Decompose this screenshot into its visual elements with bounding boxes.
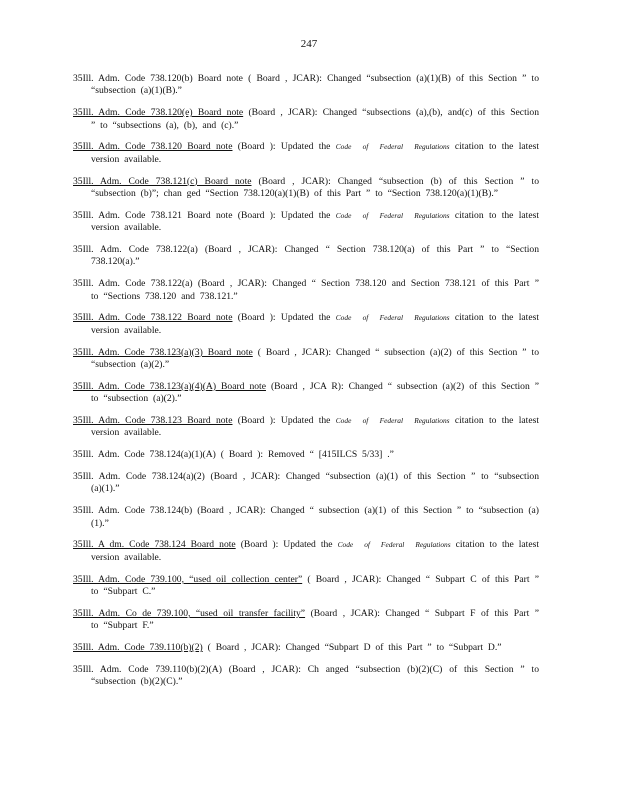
change-description: (Board ): Updated the (240, 539, 333, 551)
citation-reference: 35Ill. Adm. Code 739.110(b)(2) (73, 642, 203, 654)
citation-reference: 35Ill. A dm. Code 738.124 Board note (73, 539, 236, 551)
amendment-entry (73, 107, 539, 132)
citation-reference: 35Ill. Adm. Code 738.120(b) Board note (73, 73, 243, 84)
citation-reference: 35Ill. Adm. Code 738.124(a)(2) (73, 471, 205, 483)
page-number: 247 (300, 38, 318, 50)
amendment-entry (73, 210, 539, 235)
amendment-entry (73, 347, 539, 372)
change-description: (Board , JCAR): Ch anged “subsection (b)(2)(C) of this Section ” to “subsection (b)(2)(C).” (91, 663, 539, 688)
citation-reference: 35Ill. Adm. Code 738.123(a)(3) Board note (73, 346, 253, 358)
citation-reference: 35Ill. Adm. Code 738.124(b) (73, 505, 193, 517)
cfr-title: Code of Federal Regulations (335, 142, 450, 152)
amendment-entry (73, 176, 539, 201)
change-description: (Board , JCA R): Changed “ subsection (a)(2) of this Section ” to “subsection (a)(2).” (91, 380, 539, 405)
cfr-title: Code of Federal Regulations (335, 313, 450, 323)
citation-reference: 35Ill. Adm. Code 738.122(a) (73, 278, 193, 290)
amendment-entry (73, 141, 539, 166)
amendment-entry (73, 381, 539, 406)
amendment-entry (73, 415, 539, 440)
amendment-entry (73, 664, 539, 689)
change-description: (Board , JCAR): Changed “subsections (a),(b), and(c) of this Section ” to “subsections (a), (b), and (c).” (91, 107, 539, 131)
change-description: (Board ): Updated the (237, 415, 331, 427)
change-description: ( Board , JCAR): Changed “ Subpart C of this Part ” to “Subpart C.” (91, 573, 539, 598)
change-description: ( Board , JCAR): Changed “Subpart D of this Part ” to “Subpart D.” (207, 642, 502, 654)
amendment-entry (73, 244, 539, 269)
citation-reference: 35Ill. Adm. Code 738.122(a) (73, 244, 198, 256)
change-description-tail: citation to the latest version available. (91, 312, 539, 336)
change-description-tail: citation to the latest version available. (91, 539, 539, 563)
change-description-tail: citation to the latest version available. (91, 141, 539, 165)
amendment-entry (73, 505, 539, 530)
change-description-tail: citation to the latest version available. (91, 209, 539, 234)
citation-reference: 35Ill. Adm. Code 738.120(e) Board note (73, 107, 244, 119)
change-description: (Board ): Updated the (237, 141, 331, 153)
citation-reference: 35Ill. Adm. Code 738.120 Board note (73, 141, 233, 153)
change-description: (Board , JCAR): Changed “subsection (b) of this Section ” to “subsection (b)”; chan ged “Section 738.120(a)(1)(B) of this Part ” to “Section 738.120(a)(1)(B).” (91, 175, 539, 200)
citation-reference: 35Ill. Adm. Code 738.122 Board note (73, 312, 233, 324)
amendment-entry (73, 278, 539, 303)
change-description: (Board , JCAR): Changed “ Section 738.120 and Section 738.121 of this Part ” to “Sections 738.120 and 738.121.” (91, 278, 539, 302)
amendment-entry (73, 312, 539, 337)
cfr-title: Code of Federal Regulations (337, 540, 451, 550)
cfr-title: Code of Federal Regulations (335, 210, 450, 220)
amendment-list (73, 73, 539, 698)
citation-reference: 35Ill. Adm. Code 738.124(a)(1)(A) (73, 449, 216, 461)
change-description: ( Board ): Removed “ [415ILCS 5/33] .” (220, 449, 394, 461)
citation-reference: 35Ill. Adm. Code 739.100, “used oil collection center” (73, 573, 303, 585)
citation-reference: 35Ill. Adm. Code 739.110(b)(2)(A) (73, 663, 222, 675)
amendment-entry (73, 608, 539, 633)
amendment-entry (73, 539, 539, 564)
change-description: ( Board , JCAR): Changed “subsection (a)(1)(B) of this Section ” to “subsection (a)(1)(B).” (91, 73, 539, 97)
citation-reference: 35Ill. Adm. Code 738.121(c) Board note (73, 175, 252, 187)
change-description: ( Board , JCAR): Changed “ subsection (a)(2) of this Section ” to “subsection (a)(2).” (91, 346, 540, 371)
change-description: (Board , JCAR): Changed “ Subpart F of this Part ” to “Subpart F.” (91, 607, 539, 632)
cfr-title: Code of Federal Regulations (335, 416, 450, 426)
citation-reference: 35Ill. Adm. Code 738.123(a)(4)(A) Board note (73, 380, 266, 392)
change-description: (Board , JCAR): Changed “ subsection (a)(1) of this Section ” to “subsection (a)(1).” (91, 505, 539, 529)
change-description-tail: citation to the latest version available. (91, 415, 539, 439)
amendment-entry (73, 642, 539, 654)
amendment-entry (73, 574, 539, 599)
change-description: (Board , JCAR): Changed “ Section 738.120(a) of this Part ” to “Section 738.120(a).” (91, 244, 539, 268)
citation-reference: 35Ill. Adm. Code 738.121 Board note (73, 209, 233, 221)
citation-reference: 35Ill. Adm. Code 738.123 Board note (73, 415, 233, 427)
amendment-entry (73, 449, 539, 461)
amendment-entry (73, 471, 539, 496)
change-description: (Board ): Updated the (237, 209, 331, 221)
change-description: (Board , JCAR): Changed “subsection (a)(1) of this Section ” to “subsection (a)(1).” (91, 471, 539, 495)
amendment-entry (73, 73, 539, 98)
citation-reference: 35Ill. Adm. Co de 739.100, “used oil transfer facility” (73, 607, 306, 619)
change-description: (Board ): Updated the (237, 312, 331, 324)
